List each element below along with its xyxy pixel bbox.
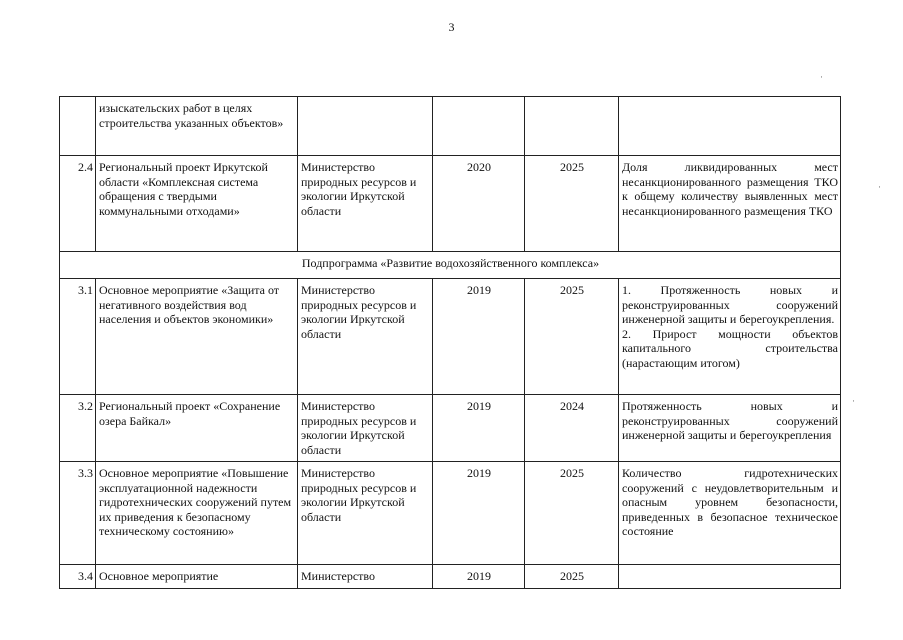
executor: Министерство природных ресурсов и экологии Иркутской области bbox=[298, 395, 433, 462]
indicator bbox=[619, 565, 841, 589]
start-year: 2020 bbox=[433, 156, 525, 252]
event-name: изыскательских работ в целях строительства указанных объектов» bbox=[96, 97, 298, 156]
row-number: 2.4 bbox=[60, 156, 96, 252]
executor: Министерство природных ресурсов и экологии Иркутской области bbox=[298, 156, 433, 252]
start-year: 2019 bbox=[433, 462, 525, 565]
table-row bbox=[60, 279, 841, 395]
end-year bbox=[525, 97, 619, 156]
end-year: 2025 bbox=[525, 462, 619, 565]
page-number: 3 bbox=[448, 20, 455, 34]
subprogram-row bbox=[60, 252, 841, 279]
start-year bbox=[433, 97, 525, 156]
table-row bbox=[60, 156, 841, 252]
row-number: 3.1 bbox=[60, 279, 96, 395]
executor: Министерство bbox=[298, 565, 433, 589]
end-year: 2025 bbox=[525, 279, 619, 395]
start-year: 2019 bbox=[433, 395, 525, 462]
row-number bbox=[60, 97, 96, 156]
program-table bbox=[59, 96, 841, 589]
scan-mark: · bbox=[878, 182, 881, 192]
event-name: Региональный проект «Сохранение озера Байкал» bbox=[96, 395, 298, 462]
indicator bbox=[619, 279, 841, 395]
indicator-item: 1. Протяженность новых и реконструированных сооружений инженерной защиты и берегоукрепления. bbox=[622, 283, 838, 326]
end-year: 2024 bbox=[525, 395, 619, 462]
subprogram-title: Подпрограмма «Развитие водохозяйственного комплекса» bbox=[60, 252, 841, 279]
event-name: Региональный проект Иркутской области «Комплексная система обращения с твердыми коммунальными отходами» bbox=[96, 156, 298, 252]
table-row bbox=[60, 395, 841, 462]
end-year: 2025 bbox=[525, 156, 619, 252]
start-year: 2019 bbox=[433, 565, 525, 589]
row-number: 3.2 bbox=[60, 395, 96, 462]
event-name: Основное мероприятие «Повышение эксплуатационной надежности гидротехнических сооружений путем их приведения к безопасному техническому состоянию» bbox=[96, 462, 298, 565]
event-name: Основное мероприятие «Защита от негативного воздействия вод населения и объектов экономики» bbox=[96, 279, 298, 395]
table-row bbox=[60, 565, 841, 589]
row-number: 3.4 bbox=[60, 565, 96, 589]
executor bbox=[298, 97, 433, 156]
indicator: Протяженность новых и реконструированных сооружений инженерной защиты и берегоукрепления bbox=[619, 395, 841, 462]
table-row bbox=[60, 462, 841, 565]
scan-mark: · bbox=[820, 72, 823, 82]
executor: Министерство природных ресурсов и экологии Иркутской области bbox=[298, 462, 433, 565]
row-number: 3.3 bbox=[60, 462, 96, 565]
indicator-item: 2. Прирост мощности объектов капитального строительства (нарастающим итогом) bbox=[622, 326, 838, 370]
end-year: 2025 bbox=[525, 565, 619, 589]
table-row bbox=[60, 97, 841, 156]
executor: Министерство природных ресурсов и экологии Иркутской области bbox=[298, 279, 433, 395]
event-name: Основное мероприятие bbox=[96, 565, 298, 589]
indicator: Количество гидротехнических сооружений с неудовлетворительным и опасным уровнем безопасности, приведенных в безопасное техническое состояние bbox=[619, 462, 841, 565]
start-year: 2019 bbox=[433, 279, 525, 395]
indicator bbox=[619, 97, 841, 156]
scan-mark: · bbox=[852, 396, 855, 406]
indicator: Доля ликвидированных мест несанкционированного размещения ТКО к общему количеству выявленных мест несанкционированного размещения ТКО bbox=[619, 156, 841, 252]
